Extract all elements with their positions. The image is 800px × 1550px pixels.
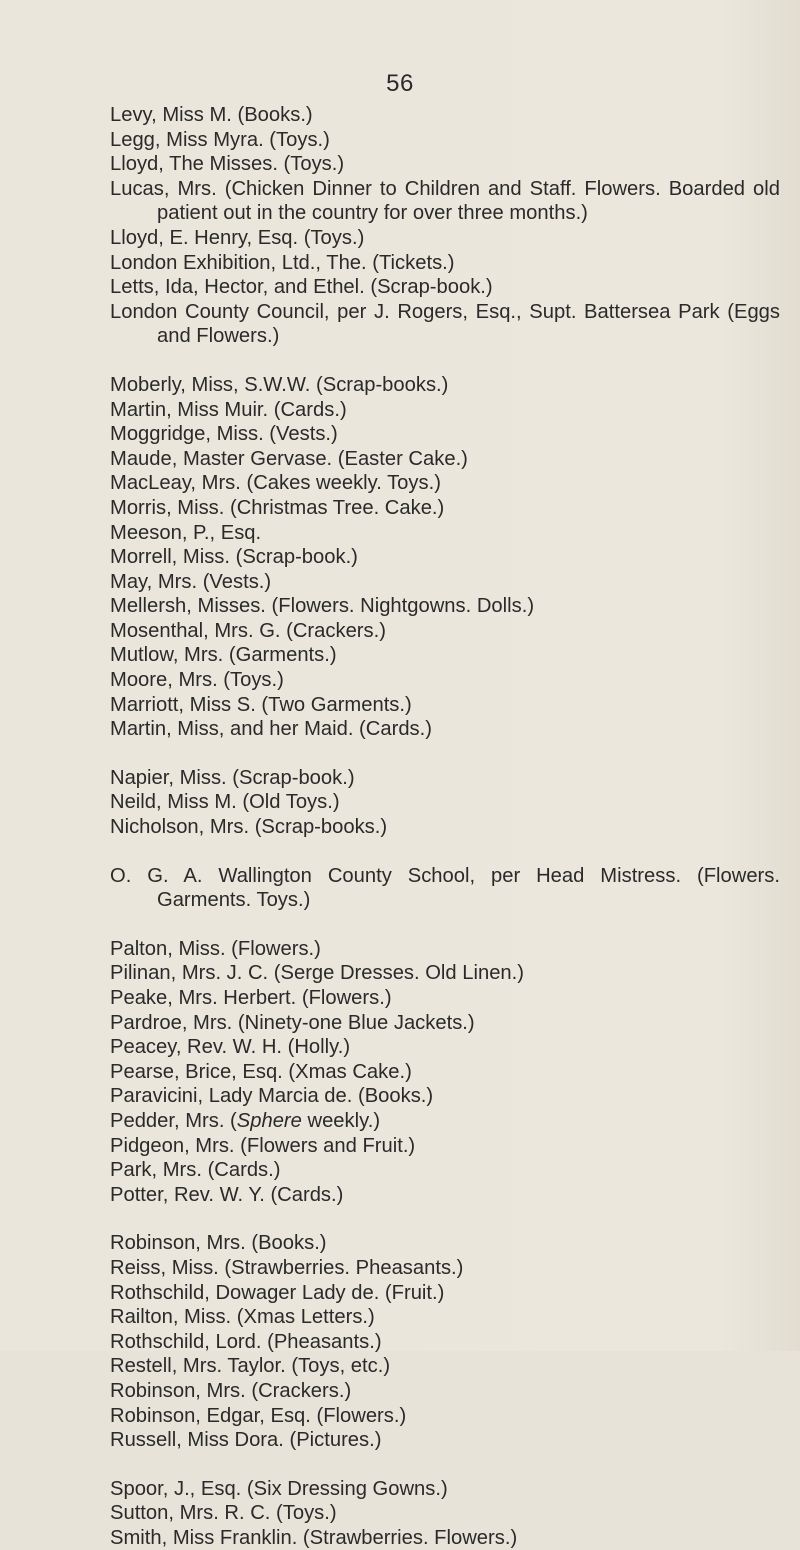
donor-entry: Pidgeon, Mrs. (Flowers and Fruit.) [110,1134,416,1157]
donor-entry: Park, Mrs. (Cards.) [110,1159,281,1182]
donor-entry: Morrell, Miss. (Scrap-book.) [110,546,358,569]
donor-entry: Potter, Rev. W. Y. (Cards.) [110,1183,344,1206]
donor-entry: Spoor, J., Esq. (Six Dressing Gowns.) [110,1477,448,1500]
donor-entry: Pedder, Mrs. (Sphere weekly.) [110,1109,381,1132]
group-spacer [110,349,780,373]
donor-entry: Lloyd, The Misses. (Toys.) [110,153,345,176]
donor-entry: Peake, Mrs. Herbert. (Flowers.) [110,987,392,1009]
donor-entry: Russell, Miss Dora. (Pictures.) [110,1429,382,1452]
donor-entry: O. G. A. Wallington County School, per Head Mistress. (Flowers. Garments. Toys.) [110,864,780,912]
donor-entry: Robinson, Mrs. (Books.) [110,1232,327,1255]
donor-entry: London County Council, per J. Rogers, Esq., Supt. Battersea Park (Eggs and Flowers.) [110,300,780,348]
donor-entry: Robinson, Edgar, Esq. (Flowers.) [110,1404,407,1427]
donor-entry: Levy, Miss M. (Books.) [110,104,313,126]
donor-entry: Pilinan, Mrs. J. C. (Serge Dresses. Old Linen.) [110,962,524,985]
donor-entry: Railton, Miss. (Xmas Letters.) [110,1306,375,1329]
donor-entry: Rothschild, Dowager Lady de. (Fruit.) [110,1281,445,1304]
donor-entry: Peacey, Rev. W. H. (Holly.) [110,1036,351,1059]
donor-entry: Smith, Miss Franklin. (Strawberries. Flowers.) [110,1526,518,1549]
donor-entry: Nicholson, Mrs. (Scrap-books.) [110,816,388,839]
donor-entry: Mutlow, Mrs. (Garments.) [110,644,337,667]
donor-list [110,103,780,1550]
donor-entry: Moore, Mrs. (Toys.) [110,669,284,692]
page-number: 56 [386,70,414,97]
donor-entry: Lloyd, E. Henry, Esq. (Toys.) [110,226,365,249]
donor-entry: London Exhibition, Ltd., The. (Tickets.) [110,251,455,274]
donor-entry: Restell, Mrs. Taylor. (Toys, etc.) [110,1355,391,1378]
donor-entry: Paravicini, Lady Marcia de. (Books.) [110,1085,434,1108]
group-spacer [110,840,780,864]
donor-entry: Moggridge, Miss. (Vests.) [110,423,338,446]
donor-entry: Meeson, P., Esq. [110,521,262,544]
donor-entry: Lucas, Mrs. (Chicken Dinner to Children and Staff. Flowers. Boarded old patient out in the country for over three months.) [110,177,780,225]
group-spacer [110,742,780,766]
donor-entry: Moberly, Miss, S.W.W. (Scrap-books.) [110,373,449,396]
donor-entry: Pearse, Brice, Esq. (Xmas Cake.) [110,1060,412,1083]
donor-entry: Mellersh, Misses. (Flowers. Nightgowns. Dolls.) [110,595,535,618]
group-spacer [110,1453,780,1477]
donor-entry: Maude, Master Gervase. (Easter Cake.) [110,447,468,470]
donor-entry: May, Mrs. (Vests.) [110,570,272,593]
group-spacer [110,913,780,937]
donor-entry: Marriott, Miss S. (Two Garments.) [110,693,412,716]
donor-entry: MacLeay, Mrs. (Cakes weekly. Toys.) [110,472,441,495]
donor-entry: Martin, Miss Muir. (Cards.) [110,398,347,421]
donor-entry: Neild, Miss M. (Old Toys.) [110,791,340,814]
donor-entry: Pardroe, Mrs. (Ninety-one Blue Jackets.) [110,1011,475,1034]
donor-entry: Morris, Miss. (Christmas Tree. Cake.) [110,496,445,519]
donor-entry: Robinson, Mrs. (Crackers.) [110,1379,352,1402]
donor-entry: Mosenthal, Mrs. G. (Crackers.) [110,619,386,642]
donor-entry: Napier, Miss. (Scrap-book.) [110,766,355,789]
donor-entry: Letts, Ida, Hector, and Ethel. (Scrap-book.) [110,276,493,299]
donor-entry: Reiss, Miss. (Strawberries. Pheasants.) [110,1256,464,1279]
donor-entry: Sutton, Mrs. R. C. (Toys.) [110,1502,337,1525]
donor-entry: Palton, Miss. (Flowers.) [110,937,321,960]
donor-entry: Legg, Miss Myra. (Toys.) [110,128,330,151]
group-spacer [110,1207,780,1231]
donor-entry: Rothschild, Lord. (Pheasants.) [110,1330,382,1353]
donor-entry: Martin, Miss, and her Maid. (Cards.) [110,718,432,741]
